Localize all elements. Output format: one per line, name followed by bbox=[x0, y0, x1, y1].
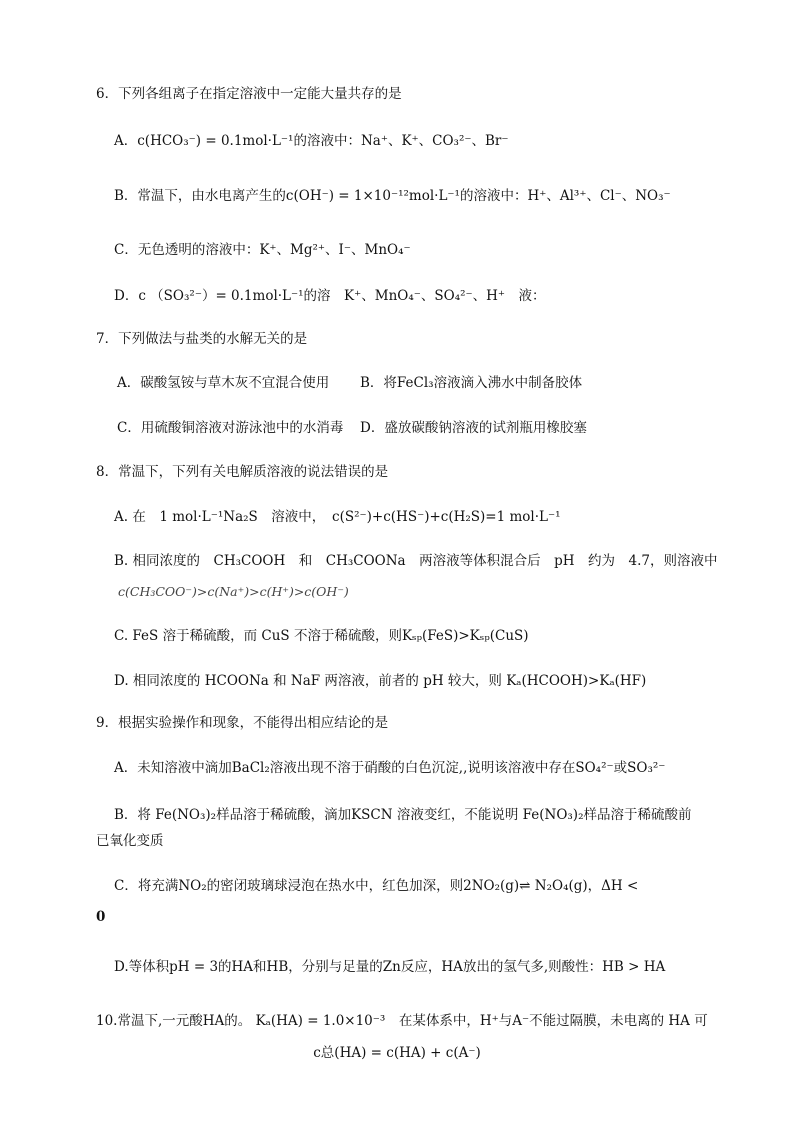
question-9-option-c-line2: 0 bbox=[96, 909, 106, 925]
question-9-option-a: A．未知溶液中滴加BaCl₂溶液出现不溶于硝酸的白色沉淀,,说明该溶液中存在SO₄²⁻或SO₃²⁻ bbox=[114, 760, 666, 776]
question-7-option-b: B．将FeCl₃溶液滴入沸水中制备胶体 bbox=[360, 375, 583, 391]
question-8-option-d: D. 相同浓度的 HCOONa 和 NaF 两溶液，前者的 pH 较大，则 Kₐ(HCOOH)>Kₐ(HF) bbox=[114, 673, 647, 689]
question-7-option-d: D．盛放碳酸钠溶液的试剂瓶用橡胶塞 bbox=[360, 420, 587, 436]
question-8-stem: 8．常温下，下列有关电解质溶液的说法错误的是 bbox=[96, 464, 389, 480]
question-10-formula: c总(HA) = c(HA) + c(A⁻) bbox=[313, 1045, 481, 1061]
question-6-stem: 6．下列各组离子在指定溶液中一定能大量共存的是 bbox=[96, 86, 402, 102]
question-7-stem: 7．下列做法与盐类的水解无关的是 bbox=[96, 331, 308, 347]
question-6-option-c: C．无色透明的溶液中：K⁺、Mg²⁺、I⁻、MnO₄⁻ bbox=[114, 242, 411, 258]
question-8-option-a: A. 在 1 mol·L⁻¹Na₂S 溶液中， c(S²⁻)+c(HS⁻)+c(H₂S)=1 mol·L⁻¹ bbox=[114, 509, 561, 525]
question-9-option-d: D.等体积pH = 3的HA和HB，分别与足量的Zn反应，HA放出的氢气多,则酸性：HB > HA bbox=[114, 959, 666, 975]
question-7-option-c: C．用硫酸铜溶液对游泳池中的水消毒 bbox=[117, 420, 344, 436]
question-7-option-a: A．碳酸氢铵与草木灰不宜混合使用 bbox=[117, 375, 330, 391]
question-6-option-d: D．c （SO₃²⁻）= 0.1mol·L⁻¹的溶 K⁺、MnO₄⁻、SO₄²⁻、H⁺ 液： bbox=[114, 288, 546, 304]
question-8-option-b-line2: c(CH₃COO⁻)>c(Na⁺)>c(H⁺)>c(OH⁻) bbox=[118, 584, 349, 599]
question-9-stem: 9．根据实验操作和现象，不能得出相应结论的是 bbox=[96, 715, 389, 731]
question-8-option-c: C. FeS 溶于稀硫酸，而 CuS 不溶于稀硫酸，则Kₛₚ(FeS)>Kₛₚ(CuS) bbox=[114, 628, 529, 644]
question-6-option-b: B．常温下，由水电离产生的c(OH⁻) = 1×10⁻¹²mol·L⁻¹的溶液中：H⁺、Al³⁺、Cl⁻、NO₃⁻ bbox=[114, 188, 671, 204]
question-9-option-b-line2: 已氧化变质 bbox=[96, 833, 164, 849]
question-8-option-b-line1: B. 相同浓度的 CH₃COOH 和 CH₃COONa 两溶液等体积混合后 pH 约为 4.7，则溶液中 bbox=[114, 553, 718, 569]
question-6-option-a: A．c(HCO₃⁻) = 0.1mol·L⁻¹的溶液中：Na⁺、K⁺、CO₃²⁻、Br⁻ bbox=[114, 133, 509, 149]
question-9-option-c-line1: C．将充满NO₂的密闭玻璃球浸泡在热水中，红色加深，则2NO₂(g)⇌ N₂O₄(g)，ΔH < bbox=[114, 878, 639, 894]
question-9-option-b-line1: B．将 Fe(NO₃)₂样品溶于稀硫酸，滴加KSCN 溶液变红，不能说明 Fe(NO₃)₂样品溶于稀硫酸前 bbox=[114, 807, 692, 823]
question-10-stem: 10.常温下,一元酸HA的。 Kₐ(HA) = 1.0×10⁻³ 在某体系中，H⁺与A⁻不能过隔膜，未电离的 HA 可 bbox=[96, 1013, 708, 1029]
